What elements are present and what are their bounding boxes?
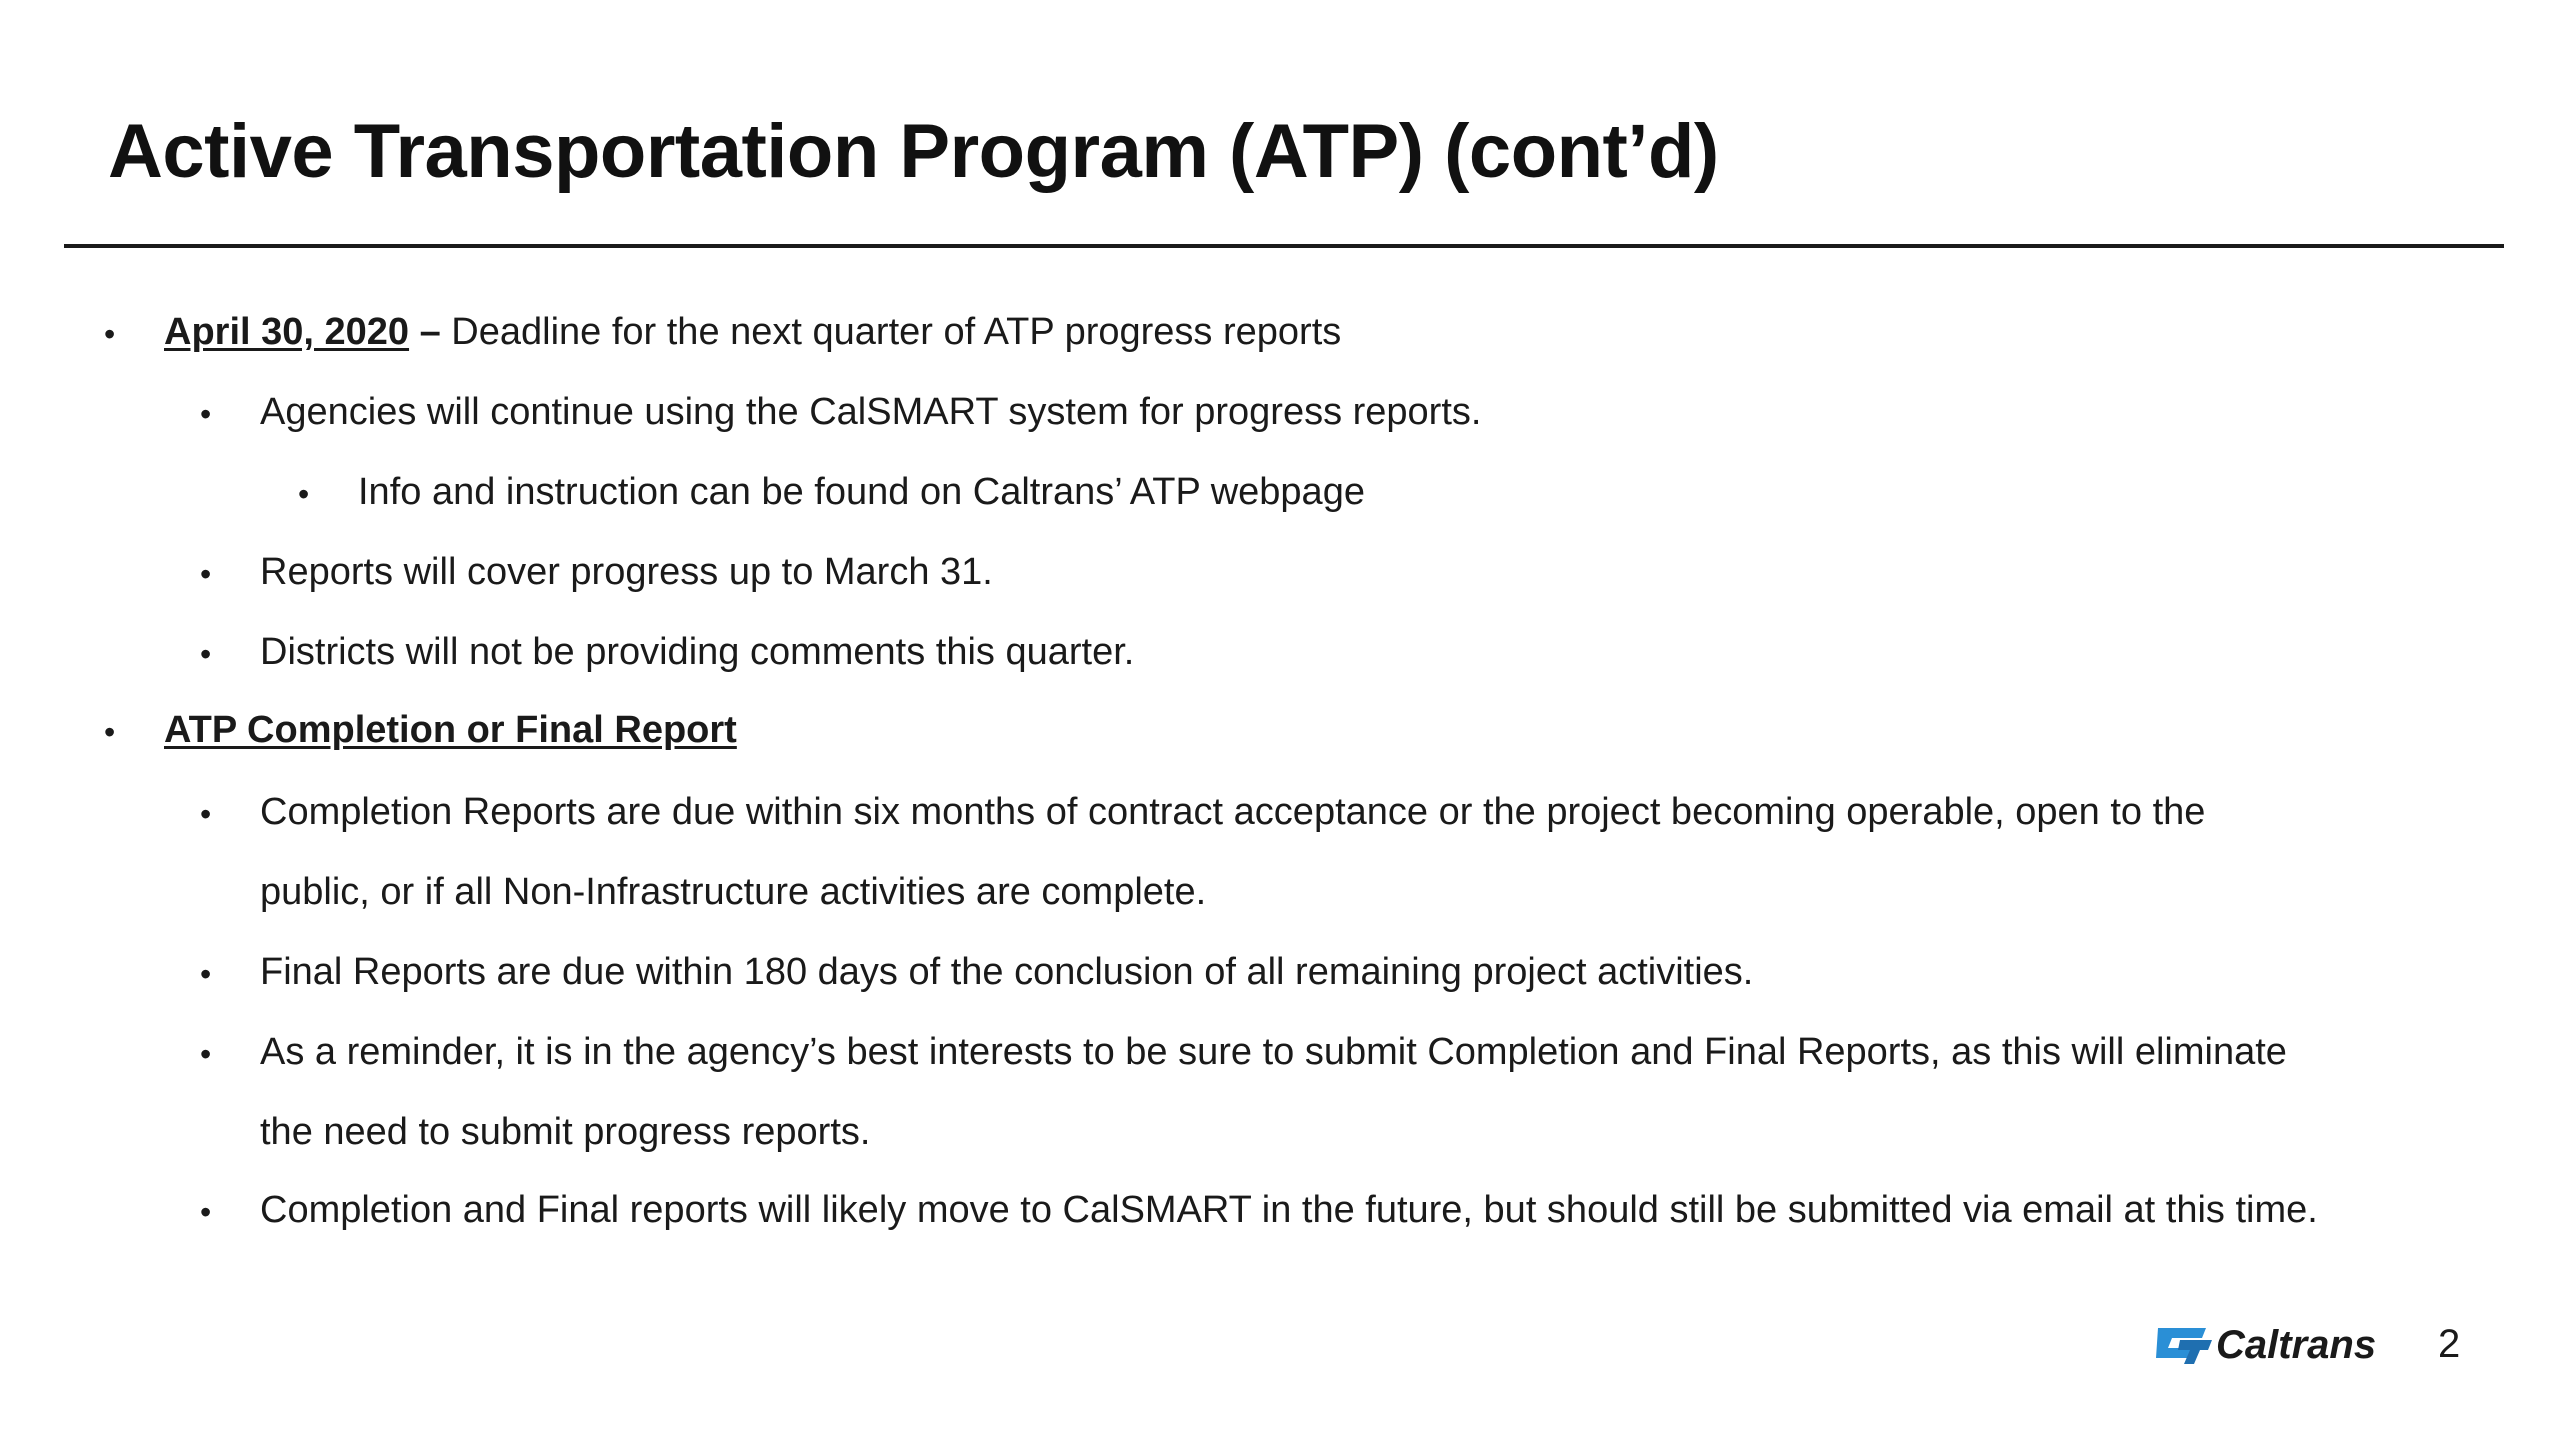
bullet-item-calsmart: Agencies will continue using the CalSMART system for progress reports.: [260, 391, 1482, 433]
bullet-item-completion-due-line2: public, or if all Non-Infrastructure activities are complete.: [260, 871, 1207, 913]
bullet-item-reports-cover: Reports will cover progress up to March 31.: [260, 551, 993, 593]
completion-heading: ATP Completion or Final Report: [164, 709, 737, 751]
caltrans-logo-mark: [2156, 1328, 2212, 1364]
bullet-marker: •: [200, 956, 212, 992]
bullet-marker: •: [200, 1036, 212, 1072]
bullet-item-districts: Districts will not be providing comments this quarter.: [260, 631, 1135, 673]
bullet-separator: –: [409, 311, 452, 353]
bullet-marker: •: [200, 1194, 212, 1230]
bullet-item-completion-due-line1: Completion Reports are due within six months of contract acceptance or the project becoming operable, open to the: [260, 791, 2206, 833]
bullet-item-info: Info and instruction can be found on Caltrans’ ATP webpage: [358, 471, 1365, 513]
caltrans-logo-text: Caltrans: [2216, 1323, 2377, 1367]
bullet-item-reminder-line2: the need to submit progress reports.: [260, 1111, 871, 1153]
bullet-marker: •: [104, 316, 116, 352]
bullet-marker: •: [200, 556, 212, 592]
bullet-marker: •: [200, 636, 212, 672]
bullet-marker: •: [298, 476, 310, 512]
page-number: 2: [2438, 1322, 2461, 1366]
bullet-item-deadline: [164, 310, 1341, 356]
slide-title: Active Transportation Program (ATP) (cont’d): [108, 109, 1719, 194]
title-divider: [64, 244, 2504, 248]
bullet-marker: •: [104, 714, 116, 750]
bullet-text: Deadline for the next quarter of ATP progress reports: [451, 311, 1342, 353]
bullet-item-final-due: Final Reports are due within 180 days of the conclusion of all remaining project activities.: [260, 951, 1754, 993]
caltrans-logo: [2150, 1322, 2400, 1368]
bullet-marker: •: [200, 796, 212, 832]
bullet-item-calsmart-future: Completion and Final reports will likely move to CalSMART in the future, but should still be submitted via email at this time.: [260, 1189, 2318, 1231]
deadline-date: April 30, 2020: [164, 311, 410, 353]
bullet-marker: •: [200, 396, 212, 432]
bullet-item-completion-heading: [164, 708, 737, 754]
bullet-item-reminder-line1: As a reminder, it is in the agency’s best interests to be sure to submit Completion and Final Reports, as this will eliminate: [260, 1031, 2287, 1073]
